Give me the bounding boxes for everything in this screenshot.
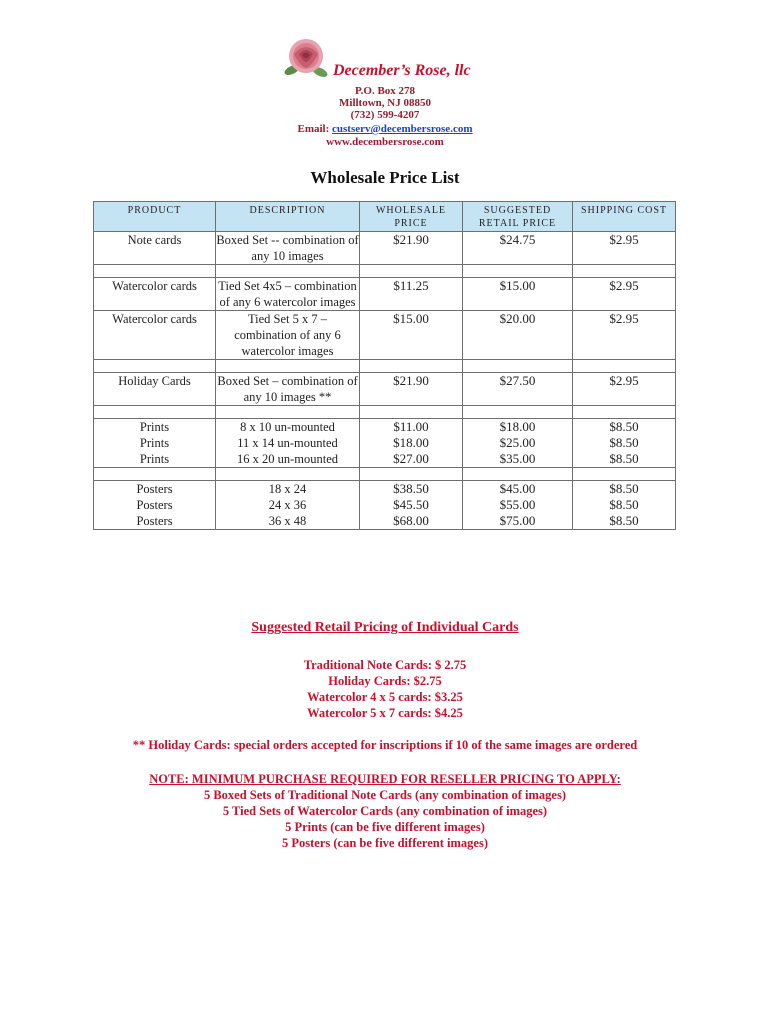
cell-description: Tied Set 4x5 – combination of any 6 watercolor images [216, 278, 360, 311]
table-row [94, 232, 676, 265]
list-item: Traditional Note Cards: $ 2.75 [303, 658, 467, 672]
cell-retail: $20.00 [463, 311, 573, 360]
list-item: 5 Prints (can be five different images) [285, 820, 485, 834]
cell-shipping: $2.95 [573, 373, 676, 406]
cell-wholesale: $11.25 [360, 278, 463, 311]
cell-wholesale: $15.00 [360, 311, 463, 360]
cell-description: 8 x 10 un-mounted 11 x 14 un-mounted 16 x 20 un-mounted [216, 419, 360, 468]
header-retail: SUGGESTED RETAIL PRICE [463, 202, 573, 232]
cell-wholesale: $21.90 [360, 373, 463, 406]
email-link[interactable]: custserv@decembersrose.com [332, 123, 473, 135]
cell-wholesale: $11.00 $18.00 $27.00 [360, 419, 463, 468]
holiday-cards-note: ** Holiday Cards: special orders accepted for inscriptions if 10 of the same images are ordered [132, 738, 638, 752]
cell-description: Boxed Set – combination of any 10 images ** [217, 374, 358, 404]
price-table [93, 201, 676, 530]
table-row [94, 278, 676, 311]
cell-description: 18 x 24 24 x 36 36 x 48 [216, 481, 360, 530]
cell-retail: $18.00 $25.00 $35.00 [463, 419, 573, 468]
cell-product: Prints Prints Prints [94, 419, 216, 468]
cell-product: Note cards [94, 232, 216, 265]
table-spacer-row [94, 360, 676, 373]
company-name: December’s Rose, llc [333, 62, 471, 79]
header-shipping: SHIPPING COST [573, 202, 676, 232]
table-spacer-row [94, 265, 676, 278]
list-item: Watercolor 4 x 5 cards: $3.25 [307, 690, 463, 704]
address-line-1: P.O. Box 278 [354, 85, 416, 97]
cell-wholesale: $21.90 [360, 232, 463, 265]
cell-shipping: $2.95 [573, 232, 676, 265]
header-product: PRODUCT [94, 202, 216, 232]
cell-product: Holiday Cards [94, 373, 216, 406]
cell-retail: $24.75 [463, 232, 573, 265]
table-row-prints [94, 419, 676, 468]
cell-wholesale: $38.50 $45.50 $68.00 [360, 481, 463, 530]
minimum-purchase-heading: NOTE: MINIMUM PURCHASE REQUIRED FOR RESELLER PRICING TO APPLY: [149, 772, 621, 786]
cell-shipping: $8.50 $8.50 $8.50 [573, 419, 676, 468]
header-wholesale: WHOLESALE PRICE [360, 202, 463, 232]
cell-retail: $15.00 [463, 278, 573, 311]
cell-retail: $27.50 [463, 373, 573, 406]
individual-pricing-list [0, 657, 770, 721]
table-header-row [94, 202, 676, 232]
table-row-posters [94, 481, 676, 530]
website: www.decembersrose.com [326, 136, 444, 148]
phone-number: (732) 599-4207 [350, 109, 420, 121]
cell-shipping: $8.50 $8.50 $8.50 [573, 481, 676, 530]
rose-icon [282, 36, 330, 80]
email-line [0, 122, 770, 136]
list-item: 5 Tied Sets of Watercolor Cards (any combination of images) [222, 804, 548, 818]
table-row [94, 373, 676, 406]
cell-description: Tied Set 5 x 7 – combination of any 6 watercolor images [216, 311, 360, 360]
header-description: DESCRIPTION [216, 202, 360, 232]
list-item: 5 Posters (can be five different images) [282, 836, 488, 850]
cell-shipping: $2.95 [573, 278, 676, 311]
address-line-2: Milltown, NJ 08850 [339, 97, 431, 109]
page-title: Wholesale Price List [310, 168, 460, 187]
cell-retail: $45.00 $55.00 $75.00 [463, 481, 573, 530]
table-spacer-row [94, 406, 676, 419]
table-row [94, 311, 676, 360]
individual-pricing-heading: Suggested Retail Pricing of Individual Cards [251, 620, 519, 635]
list-item: 5 Boxed Sets of Traditional Note Cards (any combination of images) [203, 788, 567, 802]
cell-shipping: $2.95 [573, 311, 676, 360]
list-item: Holiday Cards: $2.75 [328, 674, 442, 688]
cell-product: Watercolor cards [94, 278, 216, 311]
table-spacer-row [94, 468, 676, 481]
email-label: Email: [297, 123, 330, 135]
cell-product: Posters Posters Posters [94, 481, 216, 530]
cell-description: Boxed Set -- combination of any 10 images [216, 233, 359, 263]
minimum-purchase-note [0, 771, 770, 851]
cell-product: Watercolor cards [94, 311, 216, 360]
list-item: Watercolor 5 x 7 cards: $4.25 [307, 706, 463, 720]
